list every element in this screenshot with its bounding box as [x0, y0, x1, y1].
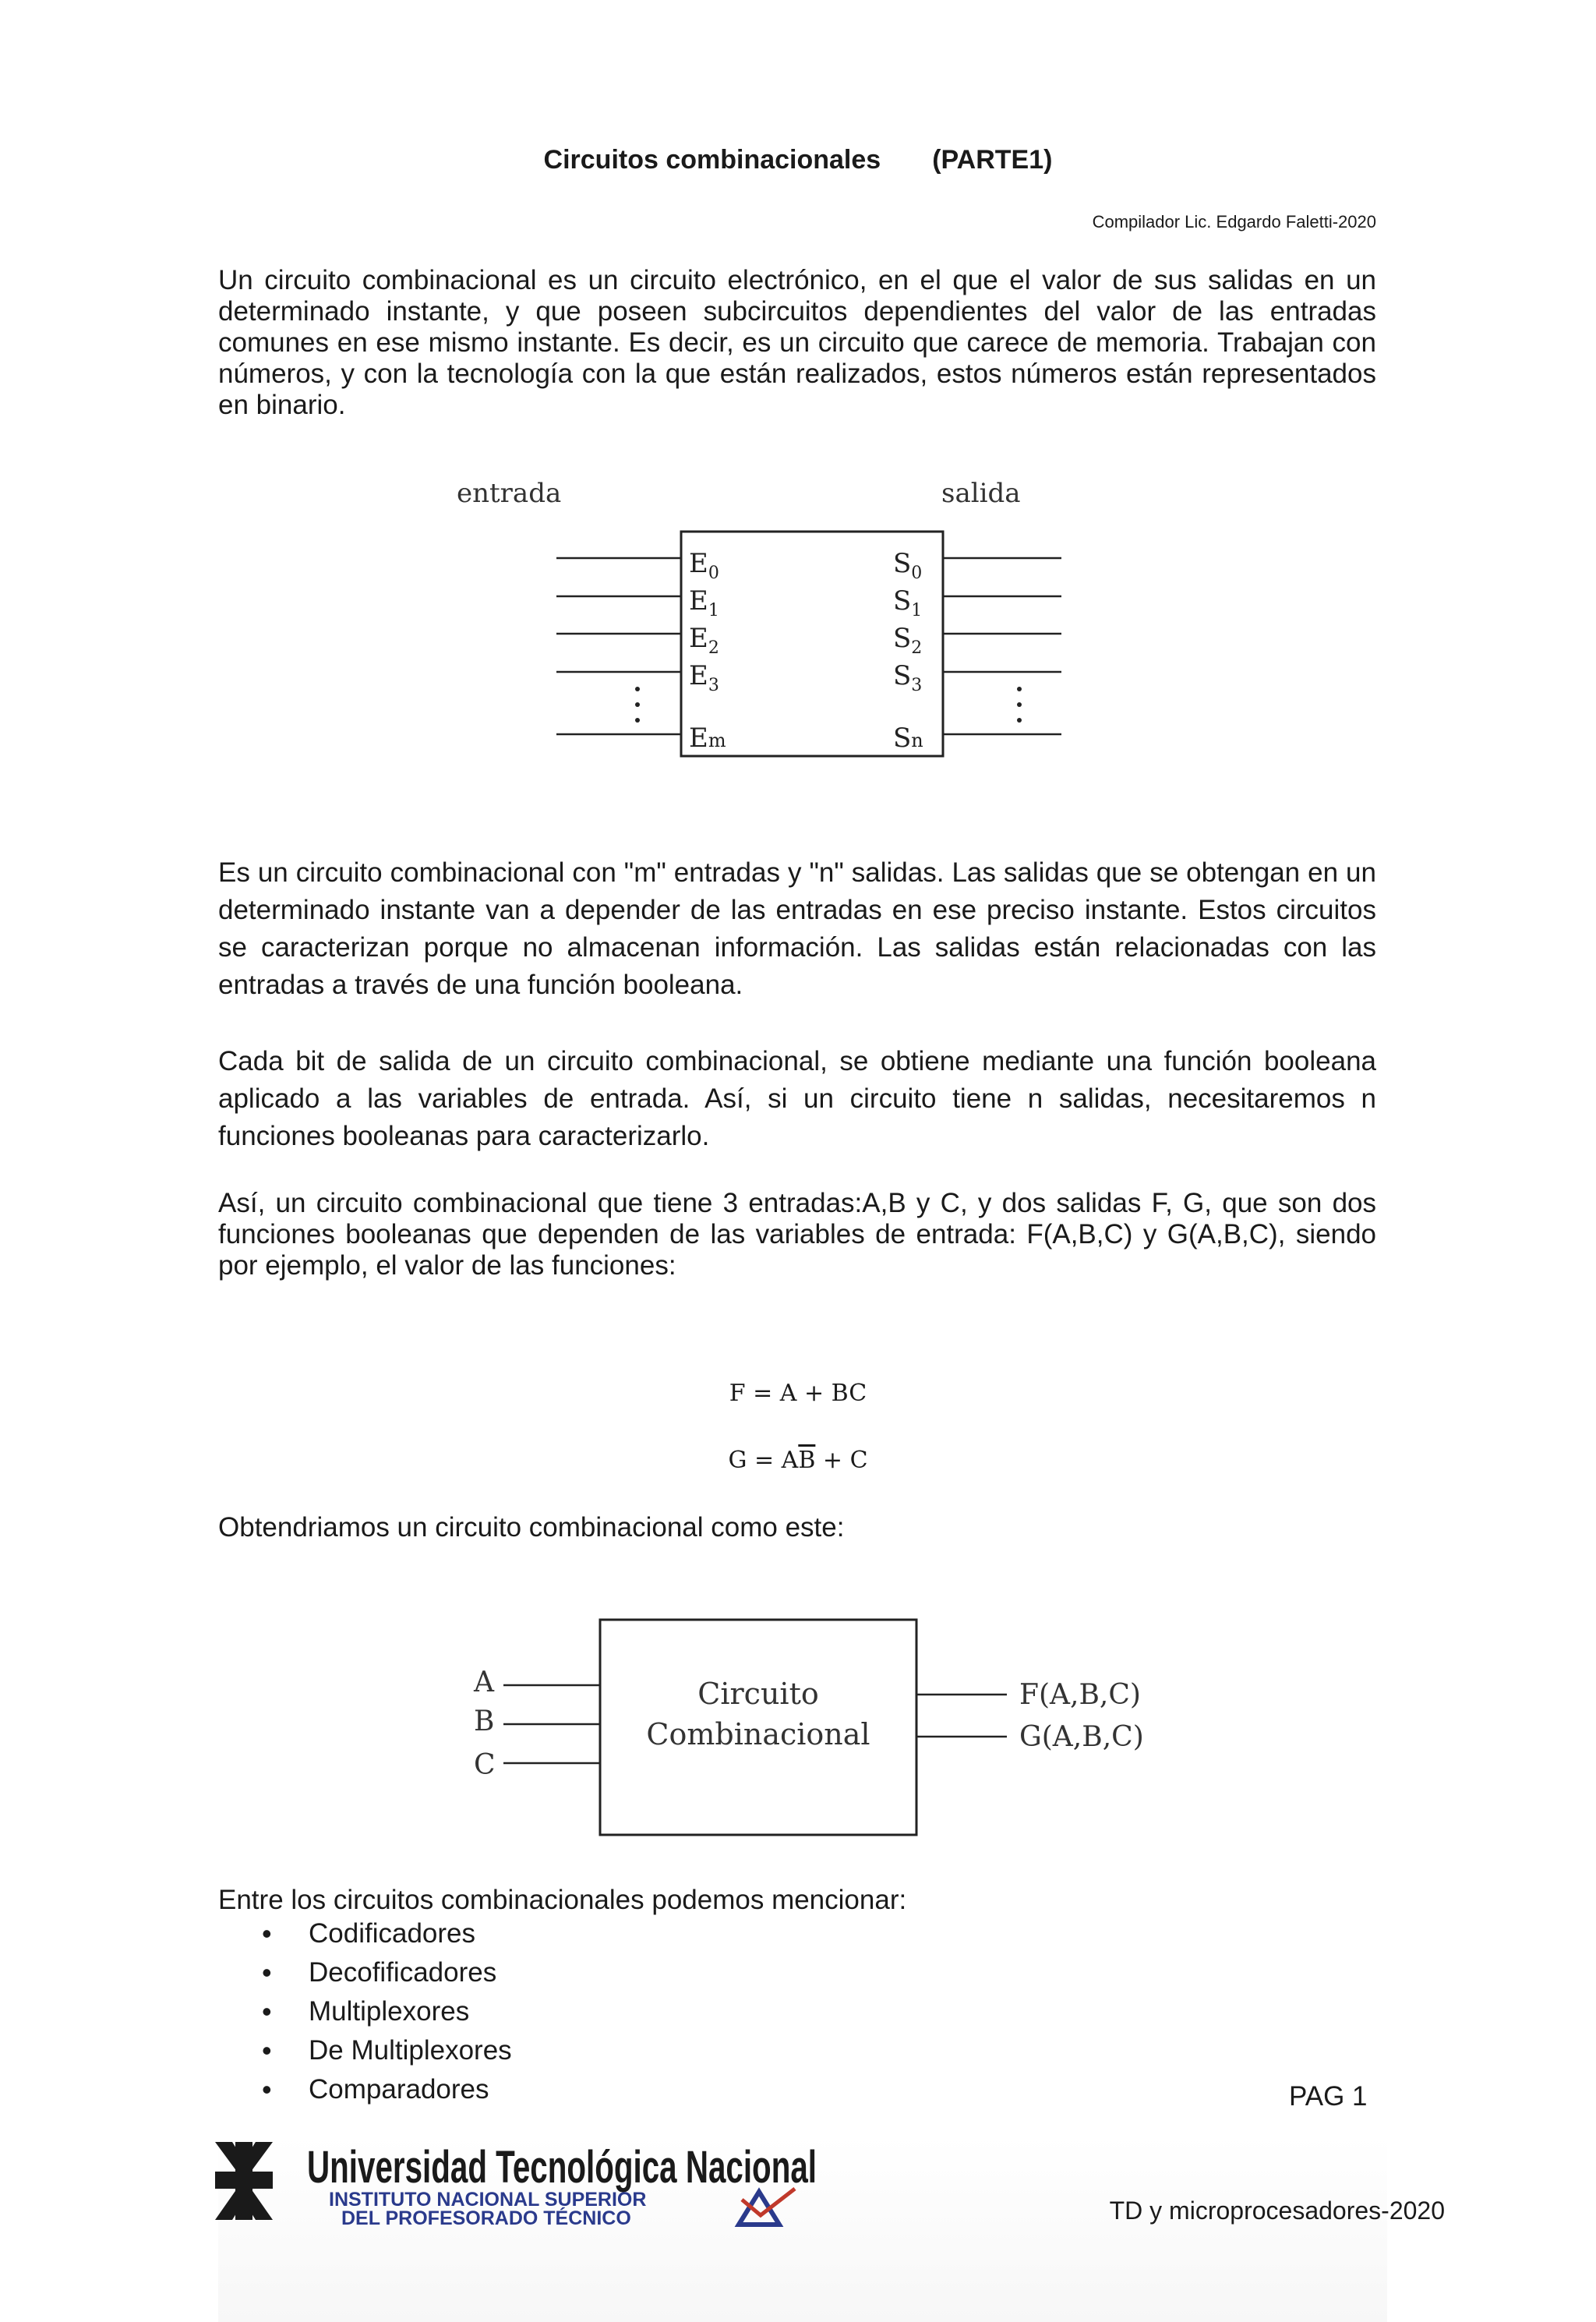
output-label-s1: $S_1$ — [893, 585, 923, 620]
diagram-output-label: salida — [941, 478, 1021, 509]
list-item: • Decofificadores — [218, 1953, 512, 1992]
institute-line2: DEL PROFESORADO TÉCNICO — [341, 2207, 631, 2229]
circuit-types-list — [218, 1914, 512, 2109]
list-item: • Comparadores — [218, 2070, 512, 2109]
output-label-s2: $S_2$ — [893, 623, 923, 658]
equation-g — [0, 1447, 1596, 1474]
title-part: (PARTE1) — [932, 145, 1053, 175]
list-item: • Multiplexores — [218, 1992, 512, 2031]
box-label-line1: Circuito — [697, 1677, 819, 1711]
input-label-e1: $E_1$ — [689, 585, 719, 620]
output-label-s0: $S_0$ — [893, 548, 923, 583]
diagram-generic-circuit — [436, 468, 1099, 772]
course-footer: TD y microprocesadores-2020 — [1109, 2197, 1445, 2225]
output-label-s3: $S_3$ — [893, 660, 923, 695]
output-label-f: F(A,B,C) — [1019, 1679, 1141, 1711]
input-ellipsis-dots — [635, 687, 640, 723]
output-label-sn: Sn — [893, 723, 923, 754]
output-label-g: G(A,B,C) — [1019, 1721, 1144, 1753]
paragraph-m-inputs-n-outputs: Es un circuito combinacional con "m" entradas y "n" salidas. Las salidas que se obtengan en un determinado instante van a depender de las entradas en ese preciso instante. Estos circuitos se caracterizan porque no almacenan información. Las salidas están relacionadas con las entradas a través de una función booleana. — [218, 857, 1376, 1000]
paragraph-example-functions: Así, un circuito combinacional que tiene 3 entradas:A,B y C, y dos salidas F, G, que son dos funciones booleanas que dependen de las variables de entrada: F(A,B,C) y G(A,B,C), siendo por ejemplo, el valor de las funciones: — [218, 1188, 1376, 1281]
title-text: Circuitos combinacionales — [543, 145, 881, 175]
paragraph-circuit-intro: Obtendriamos un circuito combinacional como este: — [218, 1512, 845, 1543]
intro-paragraph: Un circuito combinacional es un circuito electrónico, en el que el valor de sus salidas en un determinado instante, y que poseen subcircuitos dependientes del valor de las entradas comunes en ese mismo instante. Es decir, es un circuito que carece de memoria. Trabajan con números, y con la tecnología con la que están realizados, estos números están representados en binario. — [218, 265, 1376, 420]
page-title — [0, 145, 1596, 175]
page-number: PAG 1 — [1289, 2081, 1368, 2112]
list-intro: Entre los circuitos combinacionales podemos mencionar: — [218, 1885, 907, 1915]
equation-g-prefix: G = A — [728, 1447, 799, 1474]
university-name: Universidad Tecnológica Nacional — [307, 2142, 817, 2193]
institute-line1: INSTITUTO NACIONAL SUPERIOR — [329, 2189, 647, 2211]
utn-emblem-icon — [215, 2142, 273, 2220]
paragraph-output-bits: Cada bit de salida de un circuito combinacional, se obtiene mediante una función booleana aplicado a las variables de entrada. Así, si un circuito tiene n salidas, necesitaremos n funciones booleanas para caracterizarlo. — [218, 1046, 1376, 1151]
ispt-mark-icon — [739, 2189, 795, 2225]
input-label-em: Em — [689, 723, 726, 754]
list-item: • Codificadores — [218, 1914, 512, 1953]
box-label-line2: Combinacional — [646, 1717, 870, 1751]
input-label-a: A — [474, 1666, 494, 1698]
input-label-b: B — [474, 1705, 495, 1737]
equation-g-suffix: + C — [815, 1447, 868, 1474]
compiler-credit: Compilador Lic. Edgardo Faletti-2020 — [1092, 212, 1376, 231]
output-ellipsis-dots — [1017, 687, 1022, 723]
input-label-e3: $E_3$ — [689, 660, 719, 695]
equation-f: F = A + BC — [729, 1380, 867, 1407]
utn-logo — [215, 2137, 823, 2231]
input-label-c: C — [474, 1749, 496, 1781]
list-item: • De Multiplexores — [218, 2031, 512, 2070]
input-label-e2: $E_2$ — [689, 623, 719, 658]
diagram-example-circuit — [460, 1609, 1161, 1843]
equation-g-negated-b: $\overline{B}$ — [798, 1447, 816, 1474]
input-label-e0: $E_0$ — [689, 548, 719, 583]
diagram-input-label: entrada — [457, 478, 562, 509]
